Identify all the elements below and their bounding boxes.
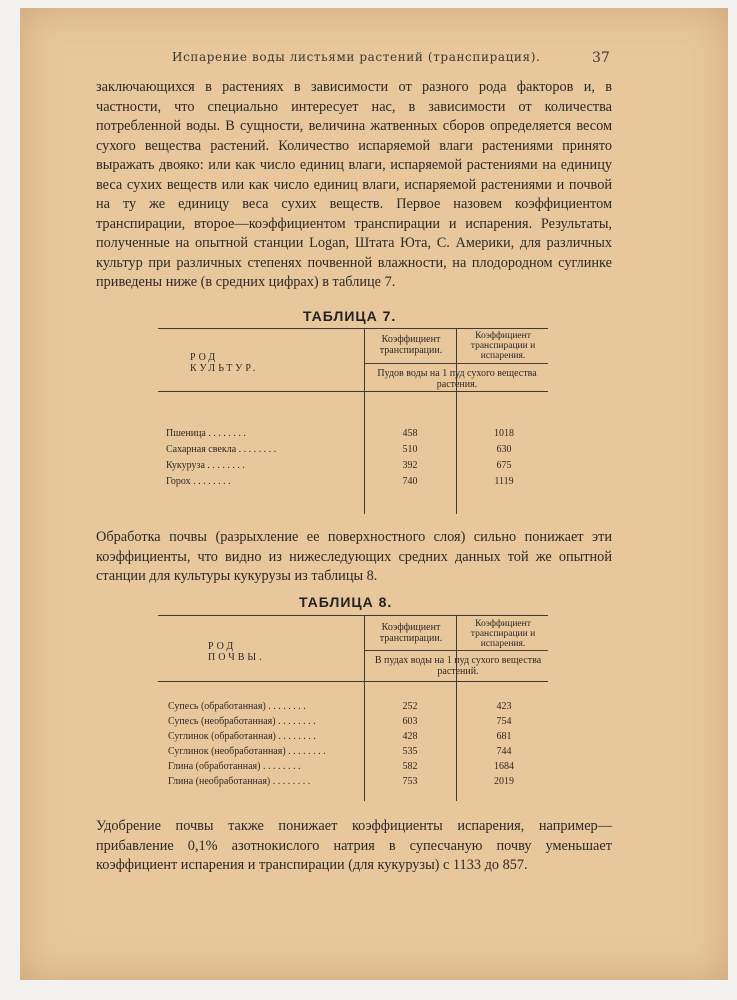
table8-row-label: Суглинок (необработанная) . . . . . . . . [168, 746, 326, 757]
table7-value: 630 [496, 444, 512, 455]
table8-value: 535 [402, 746, 418, 757]
table8-header-rule [158, 681, 548, 682]
table7-col1-header: Коэффициент транспирации. [379, 334, 443, 356]
table8-value: 423 [496, 701, 512, 712]
table7-row-label: Кукуруза . . . . . . . . [166, 460, 245, 471]
table7-row-header: РОД КУЛЬТУР. [190, 352, 259, 374]
table7-value: 1018 [494, 428, 514, 439]
table7-header-rule [158, 391, 548, 392]
page-number: 37 [592, 50, 610, 66]
paragraph-fertilizer: Удобрение почвы также понижает коэффициенты испарения, например—прибавление 0,1% азотнокислого натрия в супесчаную почву уменьшает коэффициент испарения и транспирации (для кукурузы) с 1133 до 857. [96, 818, 612, 873]
table8-value: 252 [402, 701, 418, 712]
table7-value: 510 [402, 444, 418, 455]
table7-value: 740 [402, 476, 418, 487]
table8-sub-rule [365, 650, 548, 651]
table7-value: 1119 [494, 476, 514, 487]
table7-top-rule [158, 328, 548, 329]
paragraph-tillage: Обработка почвы (разрыхление ее поверхностного слоя) сильно понижает эти коэффициенты, что видно из нижеследующих средних данных той же опытной станции для культуры кукурузы из таблицы 8. [96, 529, 612, 584]
table7-value: 675 [496, 460, 512, 471]
table8-top-rule [158, 615, 548, 616]
table7-sub-rule [365, 363, 548, 364]
table8-vrule-1 [364, 615, 365, 801]
running-header: Испарение воды листьями растений (транспирация). [172, 50, 541, 64]
table7-row-label: Пшеница . . . . . . . . [166, 428, 246, 439]
table8-value: 2019 [494, 776, 514, 787]
table8-value: 754 [496, 716, 512, 727]
table8-value: 753 [402, 776, 418, 787]
table7-vrule-1 [364, 328, 365, 514]
table8-row-label: Суглинок (обработанная) . . . . . . . . [168, 731, 316, 742]
table7-value: 392 [402, 460, 418, 471]
table7-title: ТАБЛИЦА 7. [303, 308, 397, 324]
table8-value: 681 [496, 731, 512, 742]
table8-row-label: Супесь (необработанная) . . . . . . . . [168, 716, 316, 727]
table8-value: 1684 [494, 761, 514, 772]
table8-value: 582 [402, 761, 418, 772]
table8-row-label: Глина (необработанная) . . . . . . . . [168, 776, 311, 787]
table8-value: 744 [496, 746, 512, 757]
table8-row-label: Глина (обработанная) . . . . . . . . [168, 761, 301, 772]
table7-value: 458 [402, 428, 418, 439]
table7-unit-header: Пудов воды на 1 пуд сухого вещества растения. [377, 368, 537, 390]
table8-title: ТАБЛИЦА 8. [299, 594, 393, 610]
paragraph-intro: заключающихся в растениях в зависимости от разного рода факторов и, в частности, что специально интересует нас, в зависимости от количества потребленной воды. В сущности, величина жатвенных сборов определяется весом сухого вещества растений. Количество испаряемой влаги растениями принято выражать двояко: или как число единиц влаги, испаряемой растениями на единицу веса сухих веществ или как число единиц влаги, испаряемой растениями и почвой на ту же единицу веса сухих веществ. Первое назовем коэффициентом транспирации, второе—коэффициентом транспирации и испарения. Результаты, полученные на опытной станции Logan, Штата Юта, С. Америки, для различных культур при различных степенях почвенной влажности, на плодородном суглинке приведены ниже (в средних цифрах) в таблице 7. [96, 79, 612, 290]
table8-unit-header: В пудах воды на 1 пуд сухого вещества растений. [374, 655, 542, 677]
table7-row-label: Горох . . . . . . . . [166, 476, 231, 487]
table8-col1-header: Коэффициент транспирации. [379, 622, 443, 644]
table8-row-label: Супесь (обработанная) . . . . . . . . [168, 701, 306, 712]
table8-vrule-2 [456, 615, 457, 801]
table8-value: 428 [402, 731, 418, 742]
table8-col2-header: Коэффициент транспирации и испарения. [470, 619, 536, 649]
table7-vrule-2 [456, 328, 457, 514]
table8-row-header: РОД ПОЧВЫ. [208, 641, 265, 663]
table8-value: 603 [402, 716, 418, 727]
table7-col2-header: Коэффициент транспирации и испарения. [470, 331, 536, 361]
table7-row-label: Сахарная свекла . . . . . . . . [166, 444, 277, 455]
